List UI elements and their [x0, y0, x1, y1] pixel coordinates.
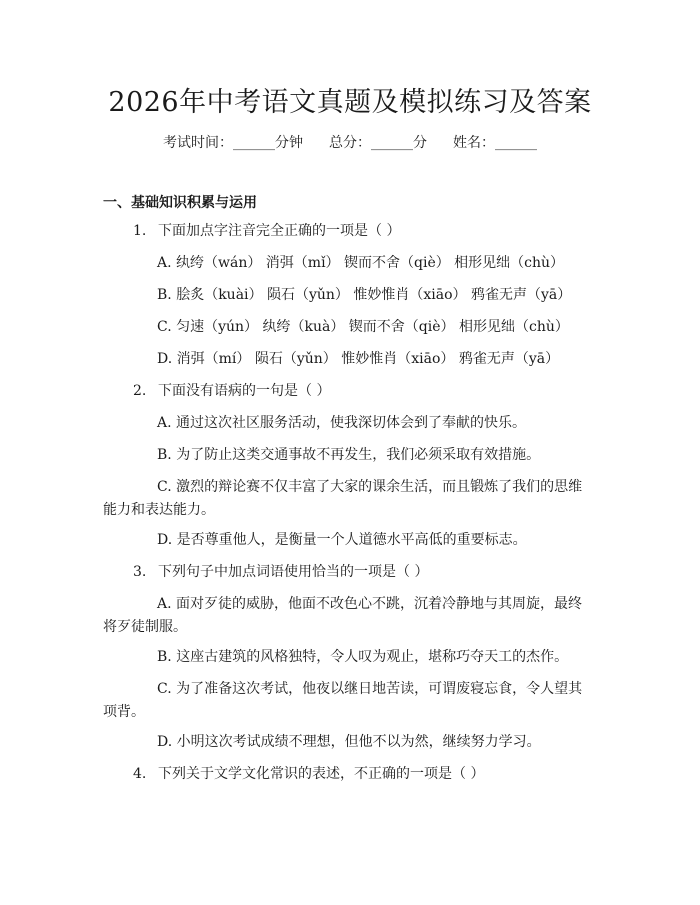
option-3c: C. 为了准备这次考试，他夜以继日地苦读，可谓废寝忘食，令人望其项背。	[103, 681, 583, 720]
question-number: 3.	[133, 564, 147, 580]
option-1c: C. 匀速（yún） 纨绔（kuà） 锲而不舍（qiè） 相形见绌（chù）	[157, 319, 569, 335]
question-1	[133, 220, 400, 243]
option-1a: A. 纨绔（wán） 消弭（mǐ） 锲而不舍（qiè） 相形见绌（chù）	[157, 255, 565, 271]
question-text: 下列句子中加点词语使用恰当的一项是（ ）	[158, 564, 429, 580]
question-3	[133, 561, 428, 584]
exam-time: 考试时间：______分钟	[163, 135, 303, 151]
question-number: 4.	[133, 766, 147, 782]
question-4	[133, 763, 484, 786]
option-1d: D. 消弭（mí） 陨石（yǔn） 惟妙惟肖（xiāo） 鸦雀无声（yā）	[157, 351, 560, 367]
exam-meta	[0, 132, 700, 152]
exam-score: 总分：______分	[329, 135, 427, 151]
page-title: 2026年中考语文真题及模拟练习及答案	[108, 87, 592, 118]
section-heading: 一、基础知识积累与运用	[103, 195, 257, 211]
option-2a: A. 通过这次社区服务活动，使我深切体会到了奉献的快乐。	[157, 415, 527, 431]
option-2b: B. 为了防止这类交通事故不再发生，我们必须采取有效措施。	[157, 447, 541, 463]
option-3d: D. 小明这次考试成绩不理想，但他不以为然，继续努力学习。	[157, 734, 541, 750]
option-2c: C. 激烈的辩论赛不仅丰富了大家的课余生活，而且锻炼了我们的思维能力和表达能力。	[103, 479, 583, 518]
option-2d: D. 是否尊重他人，是衡量一个人道德水平高低的重要标志。	[157, 532, 527, 548]
question-text: 下面加点字注音完全正确的一项是（ ）	[158, 223, 401, 239]
question-number: 2.	[133, 383, 147, 399]
student-name: 姓名：______	[453, 135, 537, 151]
question-number: 1.	[133, 223, 147, 239]
question-text: 下列关于文学文化常识的表述，不正确的一项是（ ）	[158, 766, 485, 782]
option-3a: A. 面对歹徒的威胁，他面不改色心不跳，沉着冷静地与其周旋，最终将歹徒制服。	[103, 596, 583, 635]
option-3b: B. 这座古建筑的风格独特，令人叹为观止，堪称巧夺天工的杰作。	[157, 649, 569, 665]
option-1b: B. 脍炙（kuài） 陨石（yǔn） 惟妙惟肖（xiāo） 鸦雀无声（yā）	[157, 287, 572, 303]
question-text: 下面没有语病的一句是（ ）	[158, 383, 331, 399]
question-2	[133, 380, 330, 403]
